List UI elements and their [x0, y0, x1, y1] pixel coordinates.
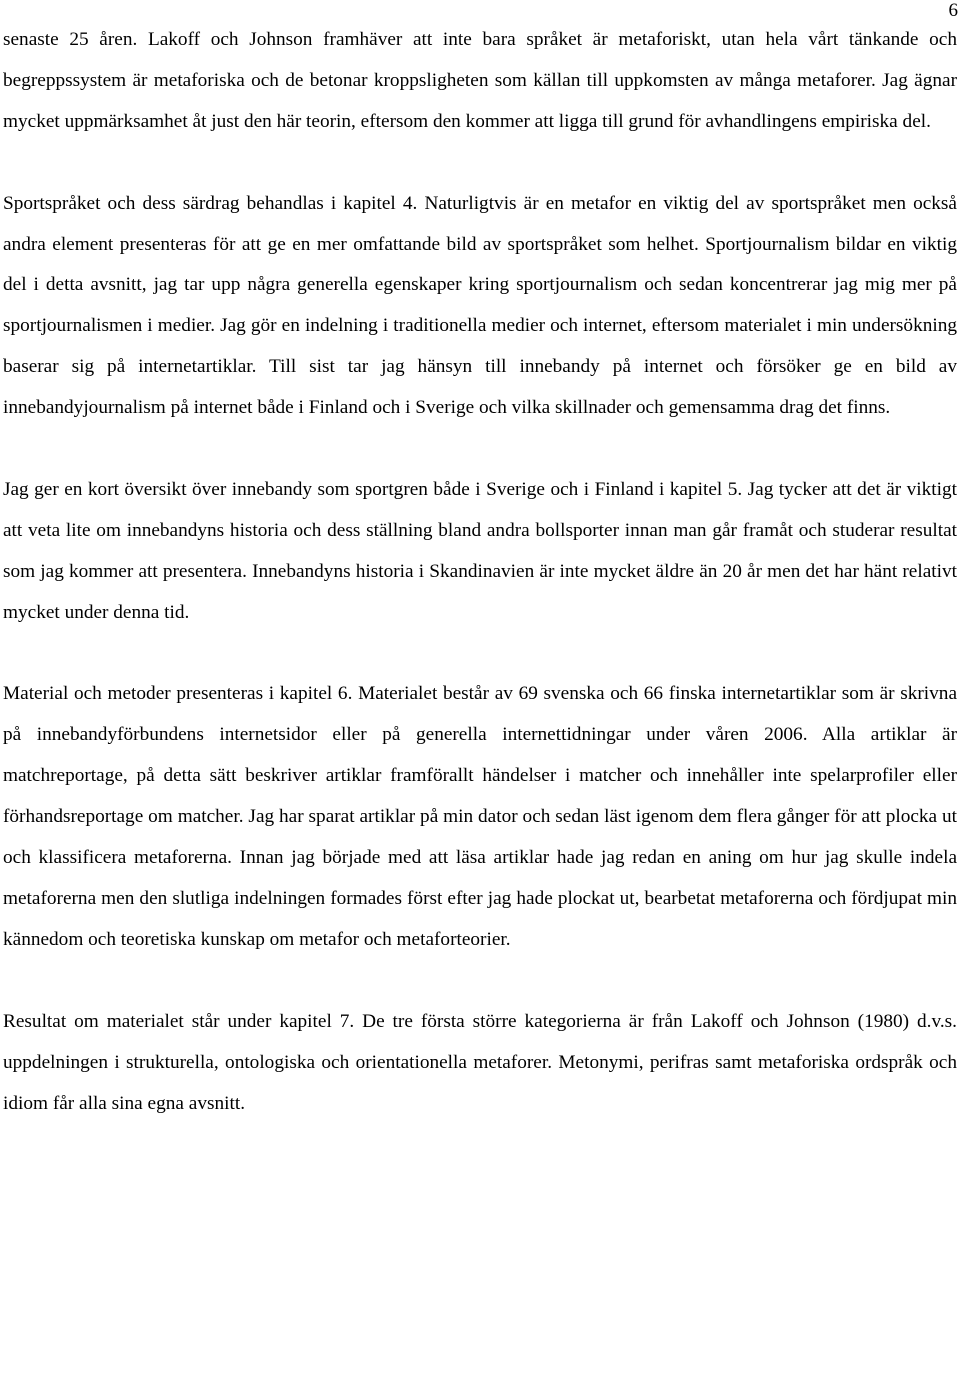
paragraph-2: Sportspråket och dess särdrag behandlas i kapitel 4. Naturligtvis är en metafor en viktig del av sportspråket men också andra element presenteras för att ge en mer omfattande bild av sportspråket som helhet. Sportjournalism bildar en viktig del i detta avsnitt, jag tar upp några generella egenskaper kring sportjournalism och sedan koncentrerar jag mig mer på sportjournalismen i medier. Jag gör en indelning i traditionella medier och internet, eftersom materialet i min undersökning baserar sig på internetartiklar. Till sist tar jag hänsyn till innebandy på internet och försöker ge en bild av innebandyjournalism på internet både i Finland och i Sverige och vilka skillnader och gemensamma drag det finns. [3, 192, 957, 419]
paragraph-3: Jag ger en kort översikt över innebandy som sportgren både i Sverige och i Finland i kapitel 5. Jag tycker att det är viktigt att veta lite om innebandyns historia och dess ställning bland andra bollsporter innan man går framåt och studerar resultat som jag kommer att presentera. Innebandyns historia i Skandinavien är inte mycket äldre än 20 år men det har hänt relativt mycket under denna tid. [3, 478, 957, 623]
page-number: 6 [948, 0, 958, 21]
paragraph-5: Resultat om materialet står under kapitel 7. De tre första större kategorierna är från Lakoff och Johnson (1980) d.v.s. uppdelningen i strukturella, ontologiska och orientationella metaforer. Metonymi, perifras samt metaforiska ordspråk och idiom får alla sina egna avsnitt. [3, 1010, 957, 1114]
paragraph-4: Material och metoder presenteras i kapitel 6. Materialet består av 69 svenska och 66 finska internetartiklar som är skrivna på innebandyförbundens internetsidor eller på generella internettidningar under våren 2006. Alla artiklar är matchreportage, på detta sätt beskriver artiklar framförallt händelser i matcher och innehåller inte spelarprofiler eller förhandsreportage om matcher. Jag har sparat artiklar på min dator och sedan läst igenom dem flera gånger för att plocka ut och klassificera metaforerna. Innan jag började med att läsa artiklar hade jag redan en aning om hur jag skulle indela metaforerna men den slutliga indelningen formades först efter jag hade plockat ut, bearbetat metaforerna och fördjupat min kännedom och teoretiska kunskap om metafor och metaforteorier. [3, 683, 957, 950]
paragraph-1: senaste 25 åren. Lakoff och Johnson framhäver att inte bara språket är metaforiskt, utan hela vårt tänkande och begreppssystem är metaforiska och de betonar kroppsligheten som källan till uppkomsten av många metaforer. Jag ägnar mycket uppmärksamhet åt just den här teorin, eftersom den kommer att ligga till grund för avhandlingens empiriska del. [3, 29, 957, 132]
document-body [3, 20, 957, 1124]
